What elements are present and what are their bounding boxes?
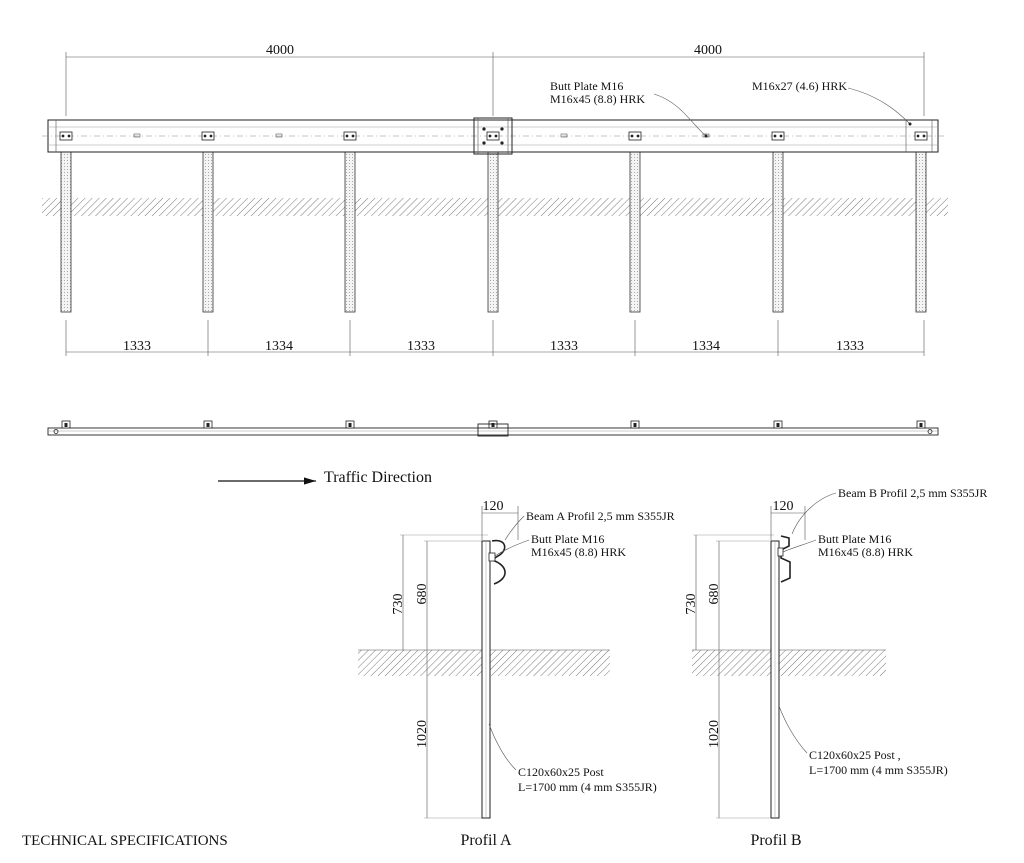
rail-bolt-5 [629, 132, 641, 140]
post-3 [345, 152, 355, 312]
plan-bracket-5 [631, 421, 639, 428]
leader-end-bolt [848, 88, 910, 124]
profile-b-beam [781, 536, 790, 582]
post-1 [61, 152, 71, 312]
profile-a-post-label-line1: C120x60x25 Post [518, 765, 604, 779]
plan-bracket-6 [774, 421, 782, 428]
callout-end-bolt: M16x27 (4.6) HRK [752, 79, 847, 93]
profile-a-post-leader [489, 724, 516, 770]
plan-bracket-2 [204, 421, 212, 428]
profile-b-height-730: 730 [684, 593, 699, 615]
profile-a-butt-plate-line1: Butt Plate M16 [531, 532, 605, 546]
post-spacing-dim-5: 1334 [692, 339, 720, 354]
profile-b-beam-label: Beam B Profil 2,5 mm S355JR [838, 486, 988, 500]
profile-a-beam-leader [505, 516, 524, 540]
post-7 [916, 152, 926, 312]
plan-view [48, 421, 938, 436]
profile-a-width-dim: 120 [482, 499, 504, 514]
rail-bolt-6 [772, 132, 784, 140]
profile-b-post-label-line1: C120x60x25 Post , [809, 748, 901, 762]
post-spacing-dim-3: 1333 [407, 339, 435, 354]
profile-b-post-label-line2: L=1700 mm (4 mm S355JR) [809, 763, 948, 777]
profile-a-title: Profil A [460, 832, 512, 849]
profile-a-height-680: 680 [415, 583, 430, 605]
profile-b-height-680: 680 [707, 583, 722, 605]
profile-b-embed-1020: 1020 [707, 720, 722, 748]
profile-a-post-label-line2: L=1700 mm (4 mm S355JR) [518, 780, 657, 794]
post-spacing-dimension-line [66, 320, 924, 356]
post-6 [773, 152, 783, 312]
profile-a-height-730: 730 [391, 593, 406, 615]
technical-specifications-heading: TECHNICAL SPECIFICATIONS [22, 833, 228, 849]
profile-a-beam-label: Beam A Profil 2,5 mm S355JR [526, 509, 675, 523]
post-4 [488, 152, 498, 312]
profile-b [684, 486, 987, 849]
profile-b-ground-hatch [692, 650, 886, 676]
traffic-direction [218, 469, 432, 486]
rail-bolt-2 [202, 132, 214, 140]
posts-group [61, 152, 926, 312]
post-spacing-dim-4: 1333 [550, 339, 578, 354]
profile-b-butt-plate-line2: M16x45 (8.8) HRK [818, 545, 913, 559]
profile-a [358, 499, 675, 849]
profile-b-width-dim: 120 [772, 499, 794, 514]
plan-bracket-7 [917, 421, 925, 428]
post-spacing-dim-1: 1333 [123, 339, 151, 354]
post-spacing-dim-6: 1333 [836, 339, 864, 354]
profile-b-beam-leader [792, 493, 836, 534]
profile-a-embed-1020: 1020 [415, 720, 430, 748]
rail-bolt-7 [915, 132, 927, 140]
rail-bolt-3 [344, 132, 356, 140]
profile-b-butt-plate-line1: Butt Plate M16 [818, 532, 892, 546]
elevation-view [42, 43, 948, 356]
plan-bracket-1 [62, 421, 70, 428]
post-spacing-dim-2: 1334 [265, 339, 293, 354]
profile-a-butt-plate-line2: M16x45 (8.8) HRK [531, 545, 626, 559]
callout-butt-plate-line2: M16x45 (8.8) HRK [550, 92, 645, 106]
callout-butt-plate-line1: Butt Plate M16 [550, 79, 624, 93]
plan-bracket-4 [489, 421, 497, 428]
profile-a-beam [492, 541, 505, 584]
traffic-direction-label: Traffic Direction [324, 469, 432, 486]
post-2 [203, 152, 213, 312]
span-dim-left: 4000 [266, 43, 294, 58]
span-dim-right: 4000 [694, 43, 722, 58]
plan-bracket-3 [346, 421, 354, 428]
post-5 [630, 152, 640, 312]
profile-a-butt-plate-leader [495, 540, 529, 556]
rail-bolt-4 [487, 132, 499, 140]
rail-bolt-1 [60, 132, 72, 140]
profile-b-title: Profil B [750, 832, 802, 849]
profile-b-post-leader [779, 706, 807, 753]
